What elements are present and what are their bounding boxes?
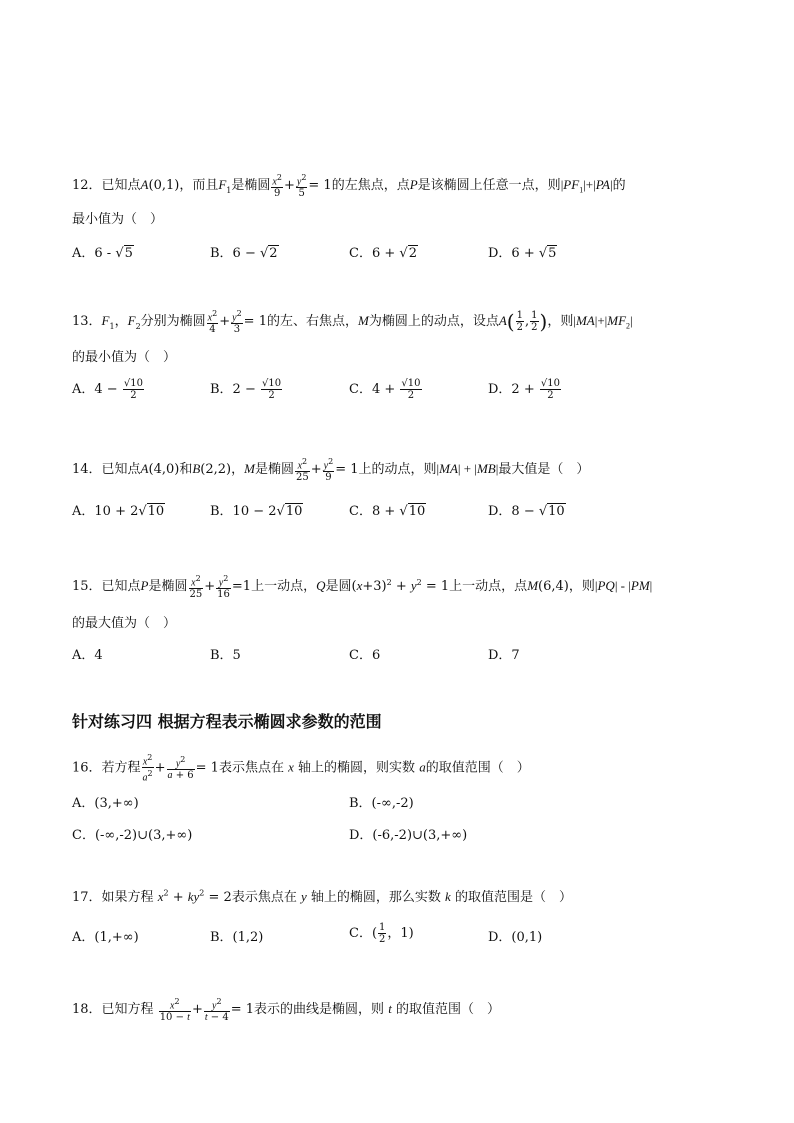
q17-y: y	[300, 889, 307, 904]
q12-text-c: 是椭圆	[231, 178, 271, 194]
q12-frac-y: $\frac{y^2}{5}$	[296, 173, 307, 200]
q13-text-e: ，则	[547, 314, 574, 330]
q13-text-c: 的左、右焦点，	[266, 314, 358, 330]
q15-text-f: ，则	[568, 579, 595, 595]
q15-expr: |PQ| - |PM|	[594, 578, 653, 594]
q15-text-d: 是圆	[325, 579, 352, 595]
q13-text-b: 分别为椭圆	[140, 314, 206, 330]
q14-and: 和	[179, 462, 193, 478]
q17-option-d[interactable]: D．(0,1)	[488, 930, 543, 945]
q13-line1: 13．$F_1$，$F_2$分别为椭圆 $\frac{x^2}{4}$ + $\frac{y^2}{3}$ = 1的左、右焦点，M为椭圆上的动点，设点A( $\frac{1}{2}$ , $\frac{1}{2}$ )，则$|MA|+|MF_2|$	[72, 309, 633, 336]
q17-line1: 17．如果方程 $x^2 + ky^2 = 2$表示焦点在 y 轴上的椭圆，那么实数 k 的取值范围是（ ）	[72, 888, 572, 905]
q16-text-a: 16．若方程	[72, 760, 141, 776]
q15-text-e: 上一动点，点	[449, 579, 528, 595]
q14-option-b[interactable]: B．10 − 2√10	[210, 504, 303, 519]
q16-text-c: 轴上的椭圆，则实数	[298, 760, 416, 776]
q14-option-d[interactable]: D．8 − √10	[488, 504, 565, 519]
q17-text-c: 轴上的椭圆，那么实数	[310, 890, 441, 905]
q15-frac-y: $\frac{y^2}{16}$	[217, 574, 230, 601]
q17-option-b[interactable]: B．(1,2)	[210, 930, 264, 945]
q13-text-d: 为椭圆上的动点，设点	[368, 314, 499, 330]
q16-a: a	[419, 759, 426, 775]
q15-q: Q	[316, 578, 326, 594]
q14-expr: |MA| + |MB|	[436, 461, 499, 477]
q16-option-d[interactable]: D．(-6,-2)∪(3,+∞)	[349, 828, 468, 843]
q17-text-a: 17．如果方程	[72, 890, 154, 905]
q17-option-c[interactable]: C．( $\frac{1}{2}$ ，1)	[349, 922, 414, 945]
q17-text-b: 表示焦点在	[231, 890, 297, 905]
q15-text-b: 是椭圆	[148, 579, 188, 595]
q13-option-d[interactable]: D．2 + $\frac{√10}{2}$	[488, 378, 560, 401]
q18-line1: 18．已知方程 $\frac{x^2}{10 - t}$ + $\frac{y^2}{t - 4}$ = 1表示的曲线是椭圆，则 t 的取值范围（ ）	[72, 997, 500, 1024]
q14-text-e: 最大值是（ ）	[498, 462, 590, 478]
q14-frac-x: $\frac{x^2}{25}$	[296, 457, 309, 484]
q14-option-c[interactable]: C．8 + √10	[349, 504, 426, 519]
q14-frac-y: $\frac{y^2}{9}$	[323, 457, 334, 484]
q12-option-b[interactable]: B．6 − √2	[210, 246, 278, 261]
q12-option-d[interactable]: D．6 + √5	[488, 246, 557, 261]
q17-text-d: 的取值范围是（ ）	[454, 890, 572, 905]
q14-text-d: 上的动点，则	[358, 462, 437, 478]
q13-m: M	[357, 313, 369, 329]
q13-option-b[interactable]: B．2 − $\frac{√10}{2}$	[210, 378, 282, 401]
q15-frac-x: $\frac{x^2}{25}$	[189, 574, 203, 601]
q13-frac-y: $\frac{y^2}{3}$	[232, 309, 242, 336]
q18-frac-x: $\frac{x^2}{10 - t}$	[159, 997, 190, 1024]
q16-frac-x: $\frac{x^2}{a^2}$	[142, 753, 153, 784]
section-title: 针对练习四 根据方程表示椭圆求参数的范围	[72, 712, 382, 731]
q14-text-a: 14．已知点	[72, 462, 141, 478]
q13-text-a: 13．	[72, 314, 102, 330]
q16-line1: 16．若方程 $\frac{x^2}{a^2}$ + $\frac{y^2}{a + 6}$ = 1表示焦点在 x 轴上的椭圆，则实数 a的取值范围（ ）	[72, 753, 530, 784]
q15-text-a: 15．已知点	[72, 579, 141, 595]
q13-expr: $|MA|+|MF_2|$	[573, 313, 633, 331]
q15-p: P	[140, 578, 149, 594]
q13-option-c[interactable]: C．4 + $\frac{√10}{2}$	[349, 378, 421, 401]
q15-option-c[interactable]: C．6	[349, 648, 381, 663]
q15-option-b[interactable]: B．5	[210, 648, 241, 663]
q12-f1: F	[218, 177, 227, 193]
q12-point-a: A	[140, 177, 149, 193]
q12-frac-x: $\frac{x^2}{9}$	[272, 173, 282, 200]
q12-text-b: ，而且	[179, 178, 219, 194]
q15-line2: 的最大值为（ ）	[72, 616, 177, 631]
q16-x: x	[288, 759, 294, 775]
q18-text-b: 表示的曲线是椭圆，则	[254, 1002, 385, 1018]
q18-text-a: 18．已知方程	[72, 1002, 154, 1018]
q14-m: M	[244, 461, 255, 477]
q15-option-d[interactable]: D．7	[488, 648, 520, 663]
q16-frac-y: $\frac{y^2}{a + 6}$	[167, 755, 194, 782]
q16-text-b: 表示焦点在	[218, 760, 284, 776]
q12-text-e: 是该椭圆上任意一点，则	[417, 178, 561, 194]
q18-frac-y: $\frac{y^2}{t - 4}$	[204, 997, 229, 1024]
q17-option-a[interactable]: A．(1,+∞)	[72, 930, 139, 945]
q16-text-d: 的取值范围（ ）	[425, 760, 530, 776]
q14-text-c: 是椭圆	[254, 462, 294, 478]
q12-p: P	[409, 177, 418, 193]
q16-option-b[interactable]: B．(-∞,-2)	[349, 796, 414, 811]
q12-option-c[interactable]: C．6 + √2	[349, 246, 417, 261]
q12-line2: 最小值为（ ）	[72, 212, 164, 227]
q12-text: 12．已知点	[72, 178, 141, 194]
q18-t: t	[388, 1001, 392, 1017]
q16-option-a[interactable]: A．(3,+∞)	[72, 796, 139, 811]
q18-text-c: 的取值范围（ ）	[395, 1002, 500, 1018]
q13-frac-x: $\frac{x^2}{4}$	[207, 309, 218, 336]
q12-line1: 12．已知点A(0,1)，而且$F_1$是椭圆 $\frac{x^2}{9}$ + $\frac{y^2}{5}$ = 1的左焦点，点P是该椭圆上任意一点，则$|PF_1|+|PA|$的	[72, 173, 626, 200]
q14-text-b: ，	[231, 462, 245, 478]
q14-option-a[interactable]: A．10 + 2√10	[72, 504, 165, 519]
q15-text-c: 上一动点，	[251, 579, 317, 595]
q13-option-a[interactable]: A．4 − $\frac{√10}{2}$	[72, 378, 143, 401]
q17-k: k	[445, 889, 451, 904]
q15-option-a[interactable]: A．4	[72, 648, 103, 663]
q12-expr: $|PF_1|+|PA|$	[560, 177, 613, 195]
q12-option-a[interactable]: A．6 - √5	[72, 246, 133, 261]
q13-line2: 的最小值为（ ）	[72, 350, 177, 365]
q14-line1: 14．已知点A(4,0)和B(2,2)，M是椭圆 $\frac{x^2}{25}$ + $\frac{y^2}{9}$ = 1上的动点，则|MA| + |MB|最大值是（ ）	[72, 457, 590, 484]
q12-text-f: 的	[612, 178, 626, 194]
q16-option-c[interactable]: C．(-∞,-2)∪(3,+∞)	[72, 828, 193, 843]
q12-text-d: 的左焦点，点	[331, 178, 410, 194]
q15-line1: 15．已知点P是椭圆 $\frac{x^2}{25}$ + $\frac{y^2}{16}$ =1上一动点，Q是圆$(x+3)^2 + y^2 = 1$上一动点，点M(6,4)，则|PQ| - |PM|	[72, 574, 653, 601]
